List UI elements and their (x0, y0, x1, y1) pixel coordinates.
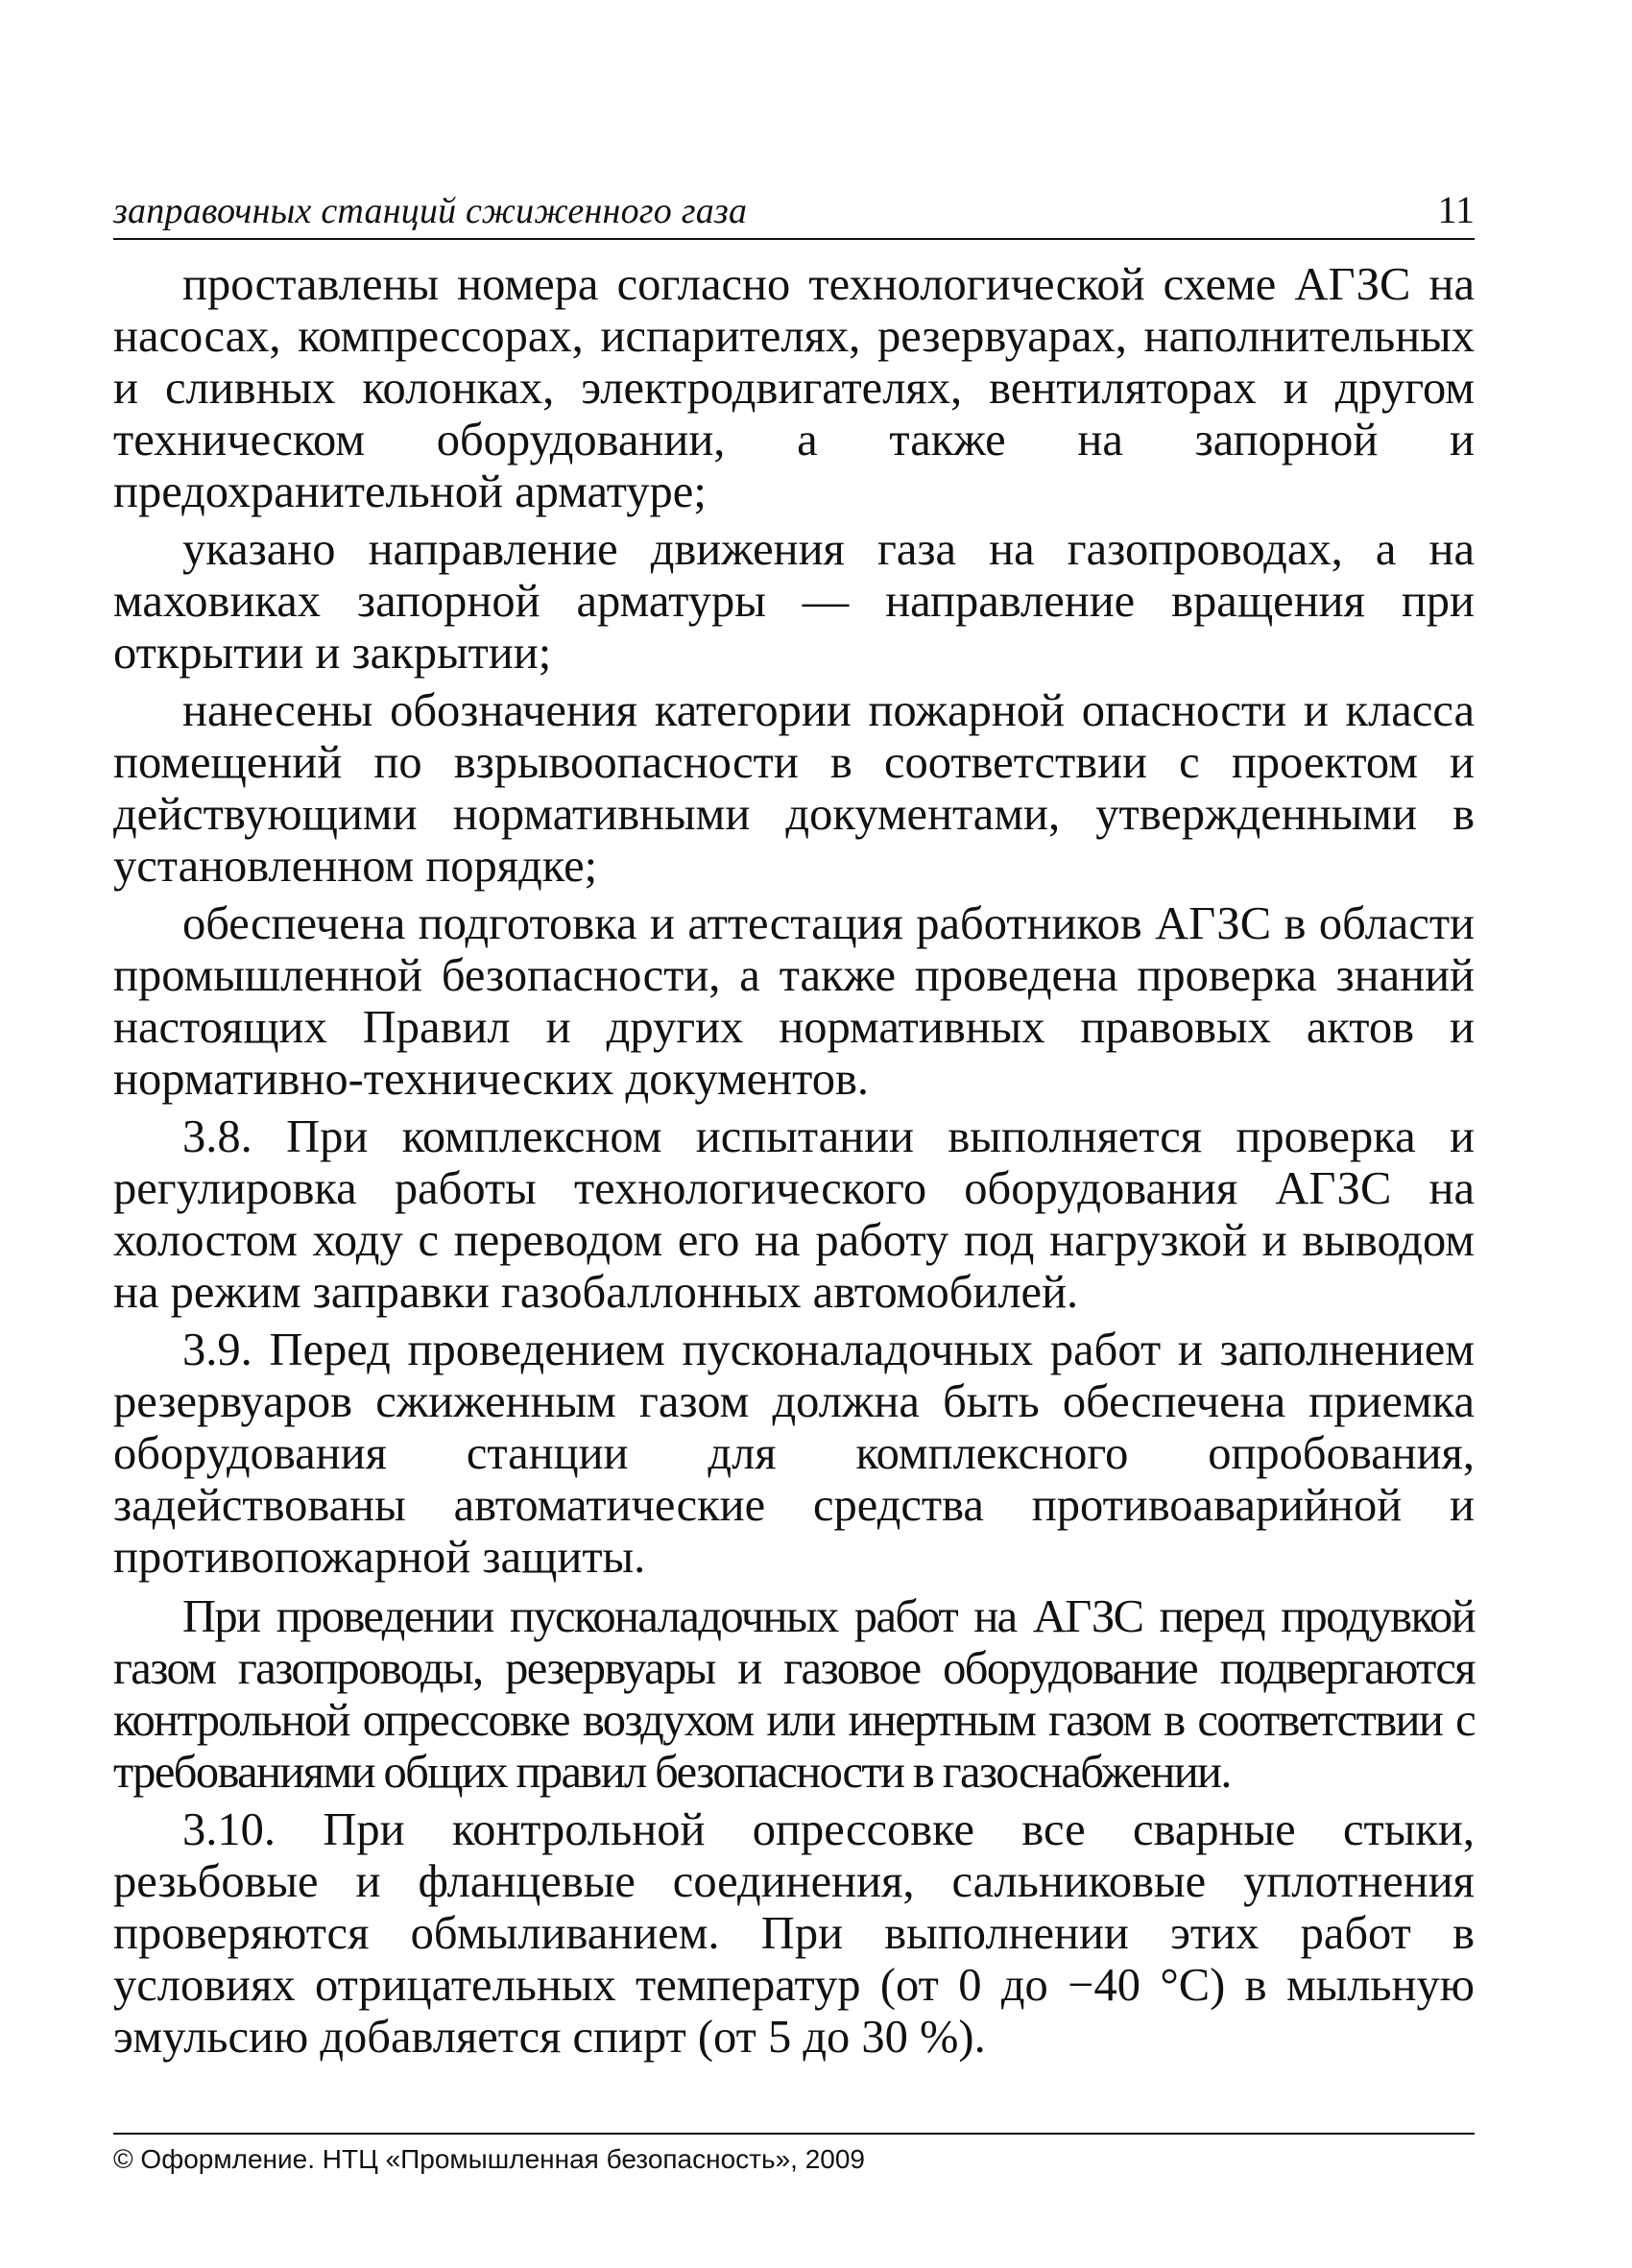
paragraph: 3.9. Перед проведением пусконаладочных работ и заполнением резервуаров сжиженным газом должна быть обеспечена приемка оборудования станции для комплексного опробования, задействованы автоматические средства противоаварийной и противопожарной защиты. (113, 1325, 1475, 1583)
paragraph: При проведении пусконаладочных работ на АГЗС перед продувкой газом газопроводы, резервуары и газовое оборудование подвергаются контрольной опрессовке воздухом или инертным газом в соответствии с требованиями общих правил безопасности в газоснабжении. (113, 1591, 1475, 1798)
copyright-notice: © Оформление. НТЦ «Промышленная безопасность», 2009 (113, 2144, 865, 2174)
running-title: заправочных станций сжиженного газа (113, 191, 748, 231)
page-number: 11 (1437, 188, 1475, 231)
paragraph: 3.10. При контрольной опрессовке все сварные стыки, резьбовые и фланцевые соединения, сальниковые уплотнения проверяются обмыливанием. При выполнении этих работ в условиях отрицательных температур (от 0 до −40 °С) в мыльную эмульсию добавляется спирт (от 5 до 30 %). (113, 1804, 1475, 2063)
page-body (113, 259, 1475, 2069)
page-footer (113, 2133, 1475, 2175)
paragraph: проставлены номера согласно технологической схеме АГЗС на насосах, компрессорах, испарителях, резервуарах, наполнительных и сливных колонках, электродвигателях, вентиляторах и другом техническом оборудовании, а также на запорной и предохранительной арматуре; (113, 259, 1475, 517)
paragraph: 3.8. При комплексном испытании выполняется проверка и регулировка работы технологического оборудования АГЗС на холостом ходу с переводом его на работу под нагрузкой и выводом на режим заправки газобаллонных автомобилей. (113, 1111, 1475, 1318)
paragraph: обеспечена подготовка и аттестация работников АГЗС в области промышленной безопасности, а также проведена проверка знаний настоящих Правил и других нормативных правовых актов и нормативно-технических документов. (113, 898, 1475, 1105)
paragraph: нанесены обозначения категории пожарной опасности и класса помещений по взрывоопасности в соответствии с проектом и действующими нормативными документами, утвержденными в установленном порядке; (113, 685, 1475, 892)
page-header (113, 188, 1475, 240)
paragraph: указано направление движения газа на газопроводах, а на маховиках запорной арматуры — направление вращения при открытии и закрытии; (113, 524, 1475, 679)
